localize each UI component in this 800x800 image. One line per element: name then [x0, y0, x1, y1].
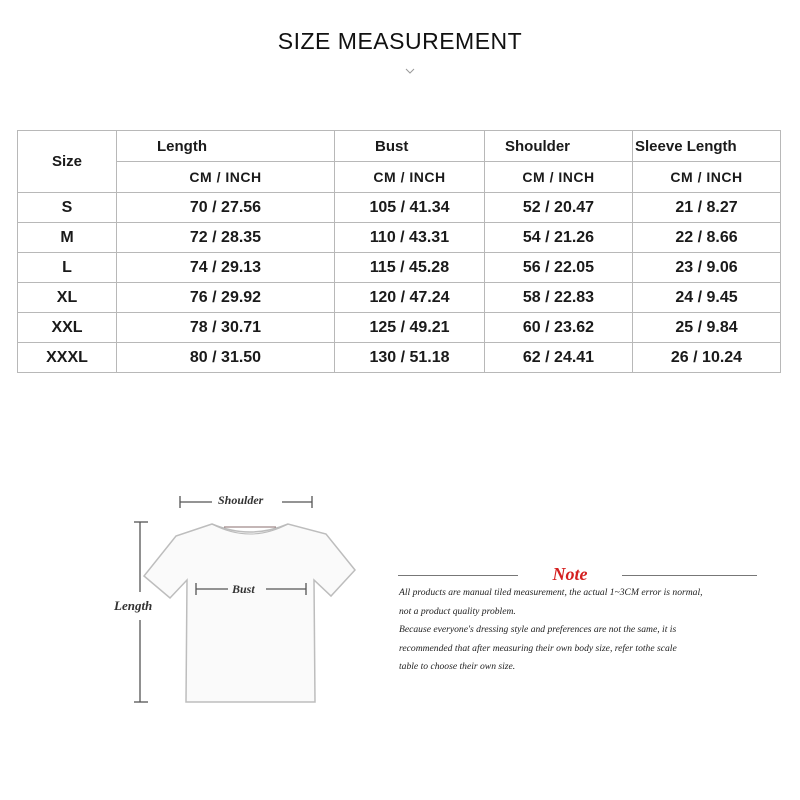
tshirt-icon — [100, 480, 400, 780]
note-divider-right — [622, 575, 757, 576]
size-cell: L — [18, 253, 117, 283]
bust-cell: 115 / 45.28 — [335, 253, 485, 283]
bust-cell: 125 / 49.21 — [335, 313, 485, 343]
bust-cell: 105 / 41.34 — [335, 193, 485, 223]
table-row — [18, 343, 781, 373]
note-line: recommended that after measuring their own body size, refer tothe scale — [399, 642, 677, 654]
bust-label: Bust — [232, 582, 255, 596]
table-header-row — [18, 131, 781, 162]
unit-label: CM / INCH — [117, 162, 335, 193]
column-header-bust: Bust — [335, 131, 485, 162]
bust-cell: 130 / 51.18 — [335, 343, 485, 373]
note-text — [399, 584, 769, 677]
note-line: All products are manual tiled measurement, the actual 1~3CM error is normal, — [399, 587, 703, 598]
unit-label: CM / INCH — [335, 162, 485, 193]
size-cell: XXXL — [18, 343, 117, 373]
bust-cell: 120 / 47.24 — [335, 283, 485, 313]
size-column-header: Size — [18, 131, 117, 193]
table-row — [18, 313, 781, 343]
tshirt-measurement-diagram — [100, 480, 400, 780]
shoulder-cell: 52 / 20.47 — [485, 193, 633, 223]
length-label: Length — [114, 598, 153, 613]
shoulder-cell: 56 / 22.05 — [485, 253, 633, 283]
size-chart-table — [17, 130, 781, 373]
sleeve-length-cell: 23 / 9.06 — [633, 253, 781, 283]
table-row — [18, 283, 781, 313]
note-line: not a product quality problem. — [399, 605, 516, 617]
sleeve-length-cell: 26 / 10.24 — [633, 343, 781, 373]
note-title: Note — [552, 564, 588, 584]
bust-cell: 110 / 43.31 — [335, 223, 485, 253]
sleeve-length-cell: 24 / 9.45 — [633, 283, 781, 313]
sleeve-length-cell: 22 / 8.66 — [633, 223, 781, 253]
table-unit-row — [18, 162, 781, 193]
column-header-sleeve-length: Sleeve Length — [633, 131, 781, 162]
note-line: Because everyone's dressing style and preferences are not the same, it is — [399, 624, 677, 635]
table-row — [18, 253, 781, 283]
page-title: SIZE MEASUREMENT — [277, 28, 523, 54]
table-row — [18, 193, 781, 223]
shoulder-cell: 54 / 21.26 — [485, 223, 633, 253]
unit-label: CM / INCH — [633, 162, 781, 193]
shoulder-cell: 58 / 22.83 — [485, 283, 633, 313]
size-cell: M — [18, 223, 117, 253]
length-cell: 72 / 28.35 — [117, 223, 335, 253]
column-header-shoulder: Shoulder — [485, 131, 633, 162]
size-cell: XXL — [18, 313, 117, 343]
length-cell: 80 / 31.50 — [117, 343, 335, 373]
sleeve-length-cell: 25 / 9.84 — [633, 313, 781, 343]
shoulder-cell: 62 / 24.41 — [485, 343, 633, 373]
length-cell: 74 / 29.13 — [117, 253, 335, 283]
unit-label: CM / INCH — [485, 162, 633, 193]
sleeve-length-cell: 21 / 8.27 — [633, 193, 781, 223]
shoulder-cell: 60 / 23.62 — [485, 313, 633, 343]
note-line: table to choose their own size. — [399, 661, 516, 672]
shoulder-label: Shoulder — [218, 493, 264, 507]
chevron-down-icon — [404, 66, 416, 76]
table-row — [18, 223, 781, 253]
length-cell: 70 / 27.56 — [117, 193, 335, 223]
column-header-length: Length — [117, 131, 335, 162]
size-cell: XL — [18, 283, 117, 313]
length-cell: 76 / 29.92 — [117, 283, 335, 313]
length-cell: 78 / 30.71 — [117, 313, 335, 343]
size-cell: S — [18, 193, 117, 223]
